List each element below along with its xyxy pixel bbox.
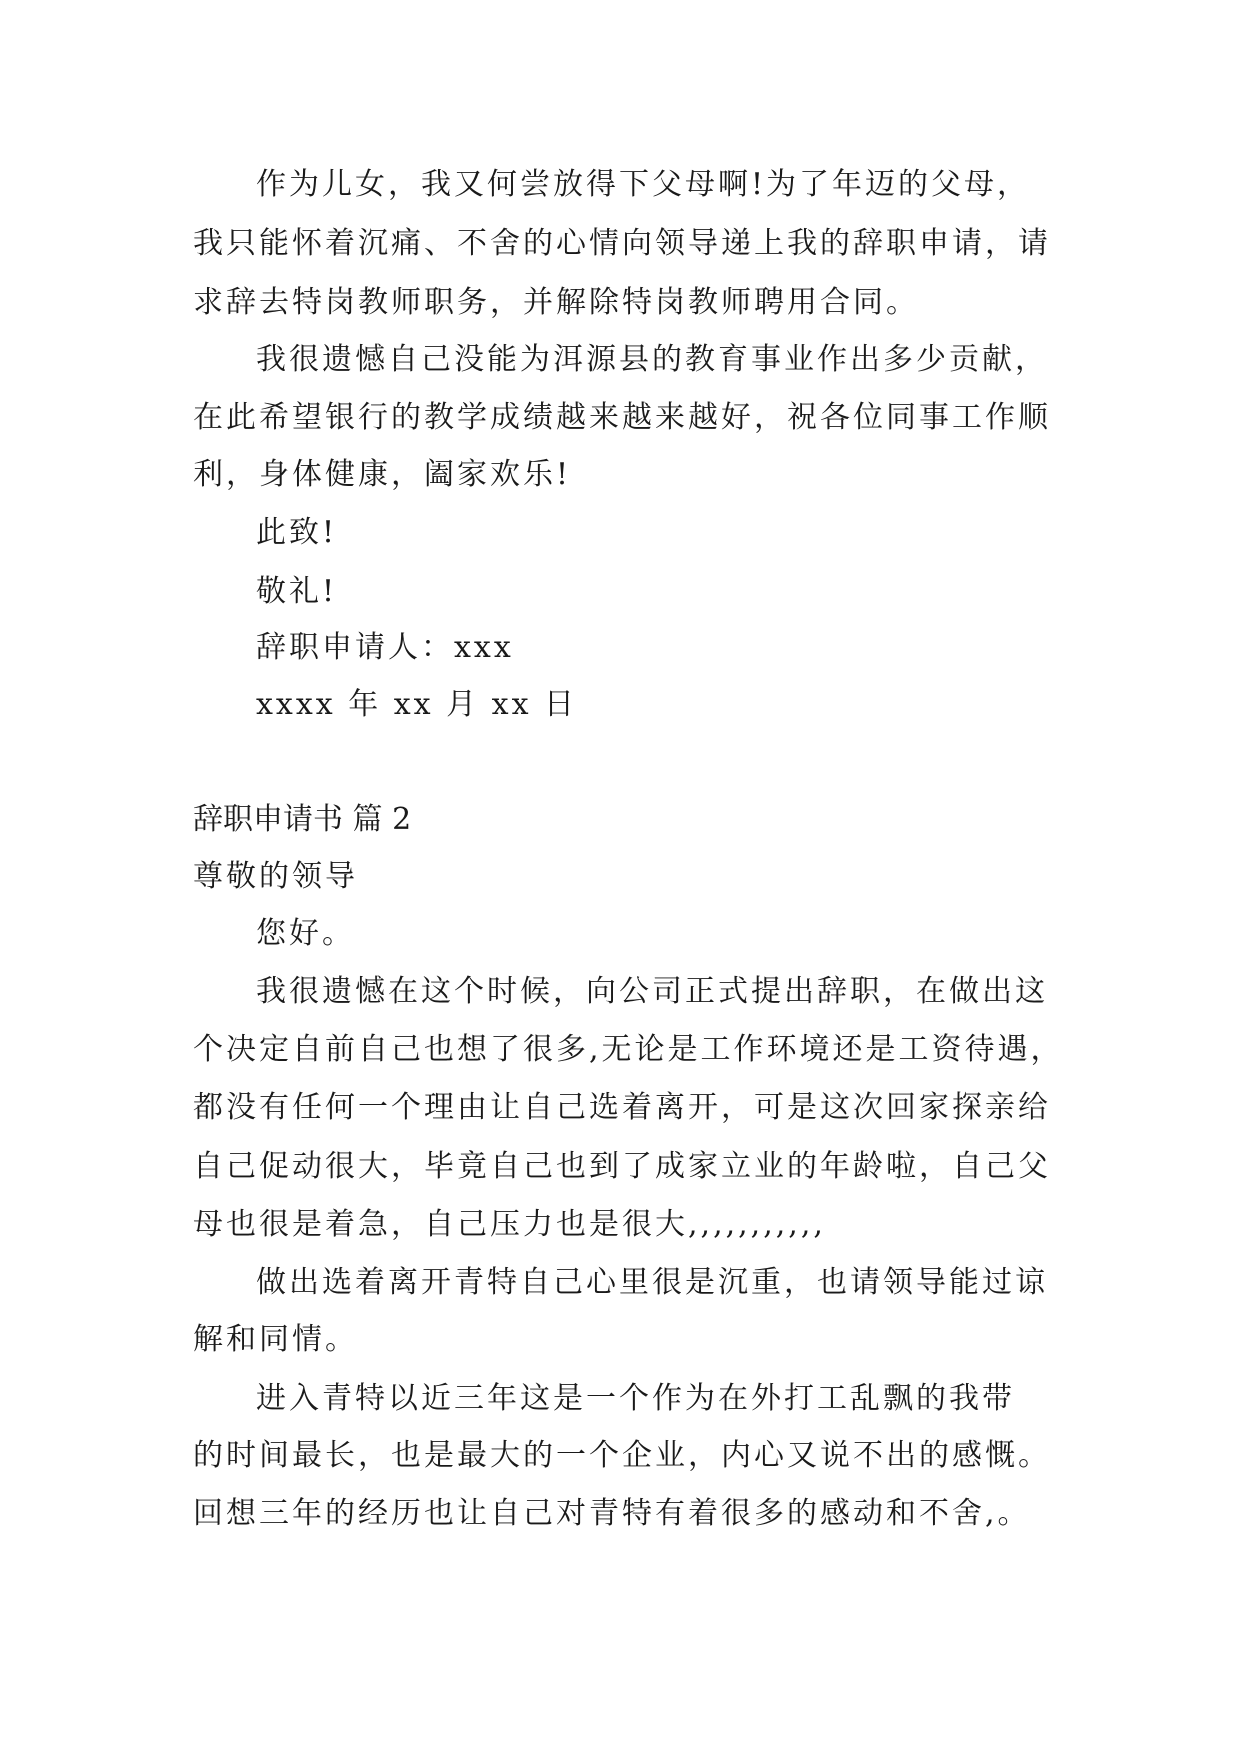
paragraph-line: 求辞去特岗教师职务，并解除特岗教师聘用合同。 [193, 285, 919, 320]
paragraph-line: 我很遗憾自己没能为洱源县的教育事业作出多少贡献， [256, 342, 1048, 377]
section-title: 辞职申请书 篇 2 [193, 802, 412, 837]
greeting: 您好。 [256, 916, 355, 951]
paragraph-line: 进入青特以近三年这是一个作为在外打工乱飘的我带 [256, 1381, 1015, 1416]
paragraph-line: 我只能怀着沉痛、不舍的心情向领导递上我的辞职申请，请 [193, 226, 1051, 261]
signer-line: 辞职申请人：xxx [256, 630, 514, 665]
paragraph-line: 自己促动很大，毕竟自己也到了成家立业的年龄啦，自己父 [193, 1149, 1051, 1184]
closing-line: 此致! [256, 515, 338, 550]
paragraph-line: 我很遗憾在这个时候，向公司正式提出辞职，在做出这 [256, 974, 1048, 1009]
date-line: xxxx 年 xx 月 xx 日 [256, 687, 578, 722]
paragraph-line: 作为儿女，我又何尝放得下父母啊!为了年迈的父母， [256, 167, 1031, 202]
paragraph-line: 做出选着离开青特自己心里很是沉重，也请领导能过谅 [256, 1265, 1048, 1300]
closing-line: 敬礼! [256, 574, 338, 609]
paragraph-line: 都没有任何一个理由让自己选着离开，可是这次回家探亲给 [193, 1090, 1051, 1125]
paragraph-line: 利，身体健康，阖家欢乐! [193, 457, 572, 492]
paragraph-line: 解和同情。 [193, 1322, 358, 1357]
paragraph-line: 回想三年的经历也让自己对青特有着很多的感动和不舍,。 [193, 1496, 1031, 1531]
salutation: 尊敬的领导 [193, 859, 358, 894]
paragraph-line: 在此希望银行的教学成绩越来越来越好，祝各位同事工作顺 [193, 400, 1051, 435]
paragraph-line: 个决定自前自己也想了很多,无论是工作环境还是工资待遇， [193, 1032, 1064, 1067]
paragraph-line: 母也很是着急，自己压力也是很大,,,,,,,,,,, [193, 1207, 826, 1242]
paragraph-line: 的时间最长，也是最大的一个企业，内心又说不出的感慨。 [193, 1438, 1051, 1473]
